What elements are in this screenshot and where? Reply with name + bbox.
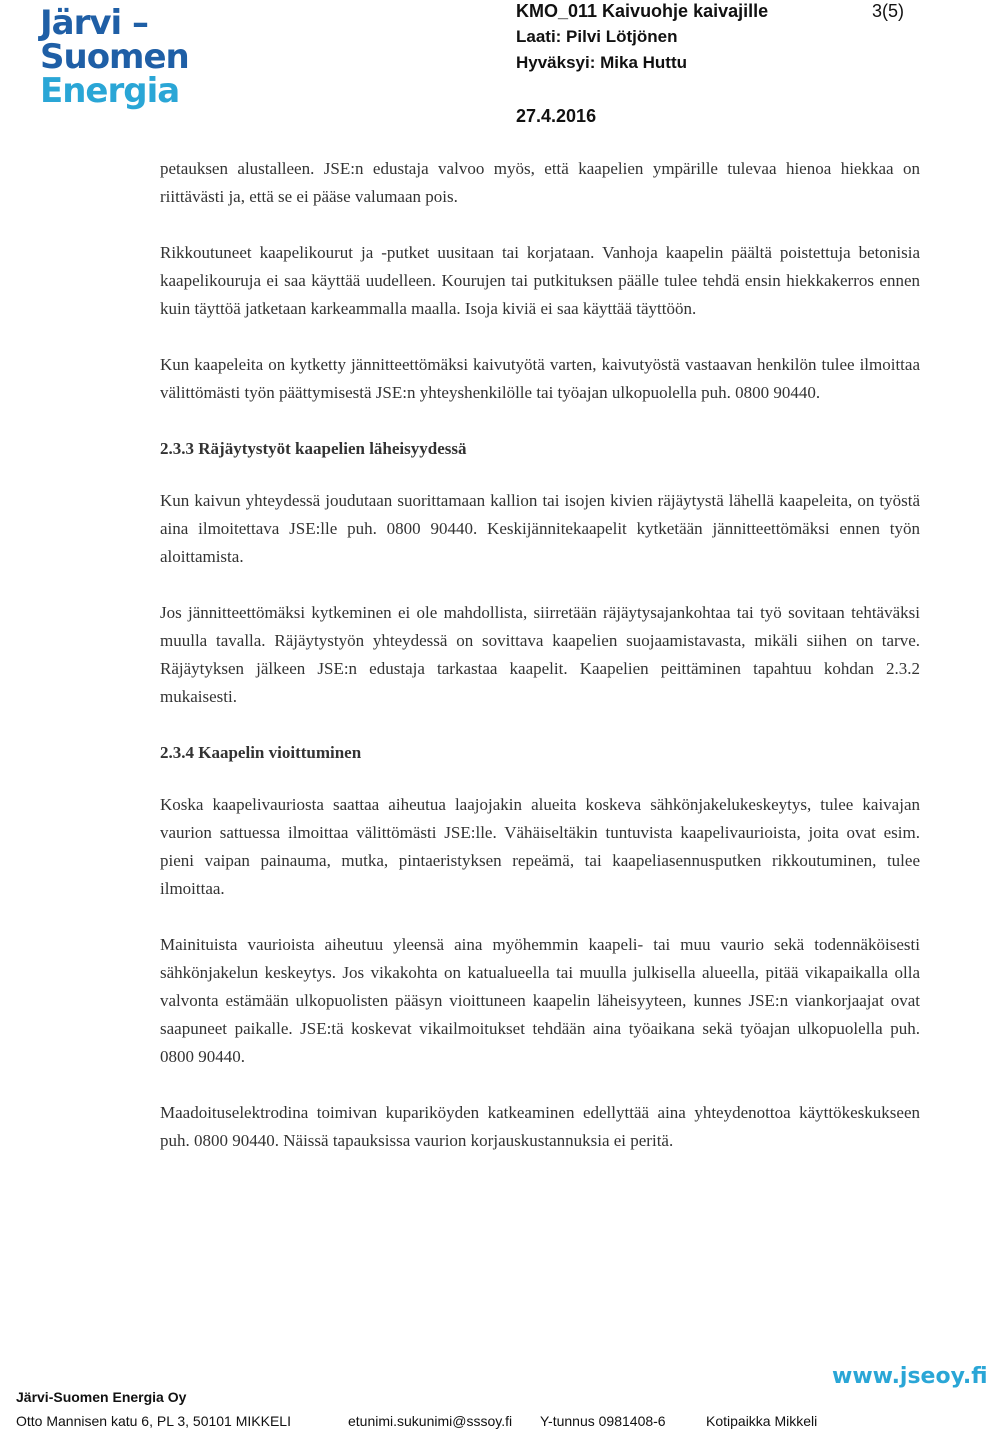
logo-line-2: Suomen (40, 37, 189, 77)
paragraph-5: Jos jännitteettömäksi kytkeminen ei ole mahdollista, siirretään räjäytysajankohtaa tai työ sovitaan tehtäväksi muulla tavalla. Räjäytystyön yhteydessä on sovittava kaapelien suojaamistavasta, mikäli siihen on tarve. Räjäytyksen jälkeen JSE:n edustaja tarkastaa kaapelit. Kaapelien peittäminen tapahtuu kohdan 2.3.2 mukaisesti. (160, 603, 920, 706)
logo-line-1: Järvi – (40, 3, 149, 43)
paragraph-8: Maadoituselektrodina toimivan kupariköyden katkeaminen edellyttää aina yhteydenottoa käyttökeskukseen puh. 0800 90440. Näissä tapauksissa vaurion korjauskustannuksia ei peritä. (160, 1103, 920, 1150)
logo-line-3: Energia (40, 71, 180, 111)
company-logo (40, 3, 210, 111)
footer-company-name: Järvi-Suomen Energia Oy (16, 1389, 187, 1405)
document-date: 27.4.2016 (516, 106, 597, 126)
footer-email[interactable]: etunimi.sukunimi@sssoy.fi (348, 1413, 513, 1429)
section-heading-2-3-4: 2.3.4 Kaapelin vioittuminen (160, 743, 362, 762)
paragraph-1: petauksen alustalleen. JSE:n edustaja valvoo myös, että kaapelien ympärille tulevaa hienoa hiekkaa on riittävästi ja, että se ei pääse valumaan pois. (160, 159, 920, 206)
paragraph-7: Mainituista vaurioista aiheutuu yleensä aina myöhemmin kaapeli- tai muu vaurio sekä todennäköisesti sähkönjakelun keskeytys. Jos vikakohta on katualueella tai muulla julkisella alueella, pitää vikapaikalla olla valvonta estämään ulkopuolisten pääsyn vioittuneen kaapelin läheisyyteen, kunnes JSE:n viankorjaajat ovat saapuneet paikalle. JSE:tä koskevat vikailmoitukset tehdään aina työaikana sekä työajan ulkopuolella puh. 0800 90440. (160, 935, 920, 1066)
paragraph-2: Rikkoutuneet kaapelikourut ja -putket uusitaan tai korjataan. Vanhoja kaapelin päältä poistettuja betonisia kaapelikouruja ei saa käyttää uudelleen. Kourujen tai putkituksen päälle tulee tehdä ensin hiekkakerros ennen kuin täyttöä jatketaan karkeammalla maalla. Isoja kiviä ei saa käyttää täyttöön. (160, 243, 920, 318)
section-heading-2-3-3: 2.3.3 Räjäytystyöt kaapelien läheisyydessä (160, 439, 467, 458)
document-body (160, 155, 920, 1183)
footer-address: Otto Mannisen katu 6, PL 3, 50101 MIKKELI (16, 1413, 291, 1429)
paragraph-4: Kun kaivun yhteydessä joudutaan suorittamaan kallion tai isojen kivien räjäytystä lähellä kaapeleita, on työstä aina ilmoitettava JSE:lle puh. 0800 90440. Keskijännitekaapelit kytketään jännitteettömäksi ennen työn aloittamista. (160, 491, 920, 566)
paragraph-6: Koska kaapelivauriosta saattaa aiheutua laajojakin alueita koskeva sähkönjakelukeskeytys, tulee kaivajan vaurion sattuessa ilmoittaa välittömästi JSE:lle. Vähäiseltäkin tuntuvista kaapelivaurioista, joita ovat esim. pieni vaipan painauma, mutka, pintaeristyksen repeämä, tai kaapeliasennusputken rikkoutuminen, tulee ilmoittaa. (160, 795, 920, 898)
approver-line: Hyväksyi: Mika Huttu (516, 53, 687, 72)
footer-website-link[interactable]: www.jseoy.fi (832, 1364, 988, 1389)
paragraph-3: Kun kaapeleita on kytketty jännitteettömäksi kaivutyötä varten, kaivutyöstä vastaavan henkilön tulee ilmoittaa välittömästi työn päättymisestä JSE:n yhteyshenkilölle tai työajan ulkopuolella puh. 0800 90440. (160, 355, 920, 402)
document-title: KMO_011 Kaivuohje kaivajille (516, 1, 769, 21)
footer-business-id: Y-tunnus 0981408-6 (540, 1413, 666, 1429)
author-line: Laati: Pilvi Lötjönen (516, 27, 678, 46)
page-number: 3(5) (872, 1, 905, 21)
footer-domicile: Kotipaikka Mikkeli (706, 1413, 818, 1429)
